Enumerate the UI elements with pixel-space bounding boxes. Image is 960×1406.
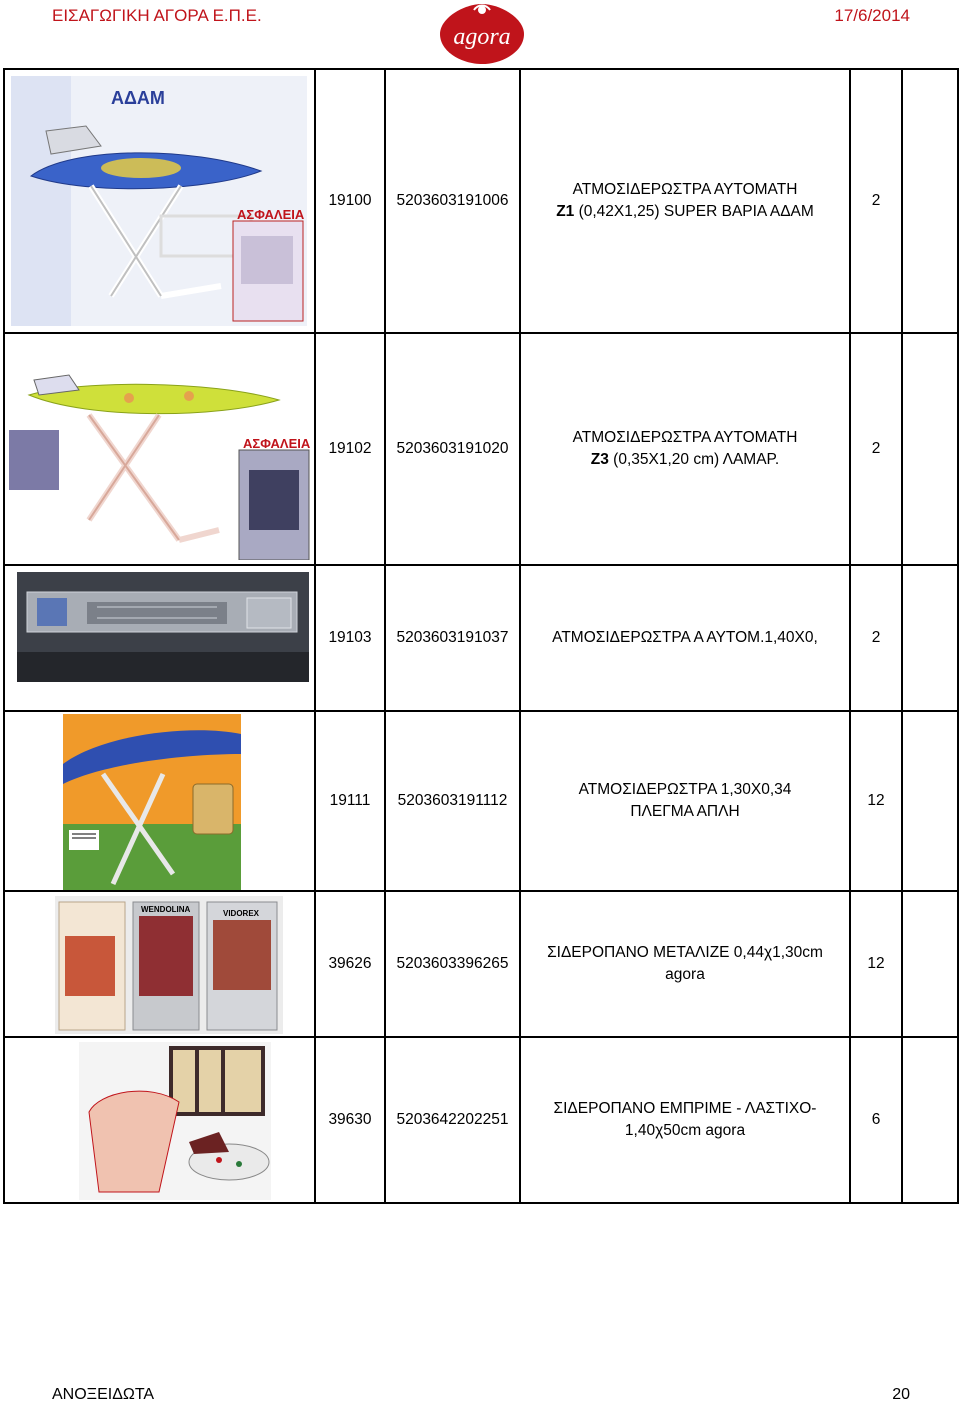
product-code: 19111: [315, 711, 385, 891]
product-barcode: 5203603191112: [385, 711, 520, 891]
description-line: [525, 449, 845, 471]
table-row: [4, 891, 958, 1037]
description-text: (0,35Χ1,20 cm) ΛΑΜΑΡ.: [608, 451, 780, 468]
description-line: [525, 201, 845, 223]
description-line: ΑΤΜΟΣΙΔΕΡΩΣΤΡΑ ΑΥΤΟΜΑΤΗ: [572, 429, 798, 446]
product-description: [520, 69, 850, 333]
product-description: [520, 711, 850, 891]
image-label: ΑΣΦΑΛΕΙΑ: [237, 207, 305, 222]
product-barcode: 5203603191006: [385, 69, 520, 333]
product-image: [55, 896, 283, 1034]
product-description: [520, 1037, 850, 1203]
product-quantity: 2: [850, 565, 902, 711]
logo-text: agora: [453, 24, 511, 50]
empty-cell: [902, 565, 958, 711]
product-description: [520, 891, 850, 1037]
product-image-cell: [4, 1037, 315, 1203]
agora-logo: [434, 0, 530, 66]
product-code: 19100: [315, 69, 385, 333]
product-code: 39626: [315, 891, 385, 1037]
product-barcode: 5203603191020: [385, 333, 520, 565]
empty-cell: [902, 891, 958, 1037]
product-image-cell: [4, 891, 315, 1037]
product-table: [3, 68, 959, 1204]
description-line: ΠΛΕΓΜΑ ΑΠΛΗ: [630, 803, 740, 820]
model-code: Ζ3: [590, 451, 609, 468]
table-row: [4, 711, 958, 891]
table-row: [4, 69, 958, 333]
product-quantity: 6: [850, 1037, 902, 1203]
product-image-cell: [4, 565, 315, 711]
description-line: agora: [665, 966, 705, 983]
product-image-cell: [4, 69, 315, 333]
table-row: [4, 565, 958, 711]
description-line: ΑΤΜΟΣΙΔΕΡΩΣΤΡΑ ΑΥΤΟΜΑΤΗ: [572, 181, 798, 198]
product-description: [520, 333, 850, 565]
empty-cell: [902, 69, 958, 333]
product-barcode: 5203642202251: [385, 1037, 520, 1203]
product-code: 19102: [315, 333, 385, 565]
image-label: ΑΔΑΜ: [111, 88, 165, 108]
description-line: ΑΤΜΟΣΙΔΕΡΩΣΤΡΑ Α ΑΥΤΟΜ.1,40Χ0,: [552, 629, 818, 646]
description-line: ΣΙΔΕΡΟΠΑΝΟ ΕΜΠΡΙΜΕ - ΛΑΣΤΙΧΟ-: [553, 1100, 817, 1117]
product-barcode: 5203603191037: [385, 565, 520, 711]
description-text: (0,42Χ1,25) SUPER ΒΑΡΙΑ ΑΔΑΜ: [574, 203, 814, 220]
description-line: ΑΤΜΟΣΙΔΕΡΩΣΤΡΑ 1,30Χ0,34: [578, 781, 792, 798]
product-code: 39630: [315, 1037, 385, 1203]
empty-cell: [902, 1037, 958, 1203]
product-barcode: 5203603396265: [385, 891, 520, 1037]
company-name: ΕΙΣΑΓΩΓΙΚΗ ΑΓΟΡΑ Ε.Π.Ε.: [52, 6, 262, 25]
product-code: 19103: [315, 565, 385, 711]
empty-cell: [902, 711, 958, 891]
product-image-cell: [4, 333, 315, 565]
image-label: VIDOREX: [223, 909, 260, 918]
empty-cell: [902, 333, 958, 565]
description-line: ΣΙΔΕΡΟΠΑΝΟ ΜΕΤΑΛΙΖΕ 0,44χ1,30cm: [547, 944, 823, 961]
table-row: [4, 333, 958, 565]
product-image: [9, 340, 311, 560]
description-line: 1,40χ50cm agora: [624, 1122, 746, 1139]
table-row: [4, 1037, 958, 1203]
document-date: 17/6/2014: [834, 6, 910, 25]
page-number: 20: [892, 1386, 910, 1403]
model-code: Ζ1: [556, 203, 575, 220]
product-image: [11, 76, 307, 326]
product-image: [63, 714, 241, 890]
product-image: [17, 572, 309, 682]
product-image-cell: [4, 711, 315, 891]
product-quantity: 2: [850, 333, 902, 565]
product-image: [79, 1042, 271, 1200]
image-label: ΑΣΦΑΛΕΙΑ: [243, 436, 311, 451]
product-description: [520, 565, 850, 711]
image-label: WENDOLINA: [141, 905, 191, 914]
product-quantity: 2: [850, 69, 902, 333]
category-footer: ΑΝΟΞΕΙΔΩΤΑ: [52, 1386, 155, 1403]
product-quantity: 12: [850, 711, 902, 891]
product-quantity: 12: [850, 891, 902, 1037]
